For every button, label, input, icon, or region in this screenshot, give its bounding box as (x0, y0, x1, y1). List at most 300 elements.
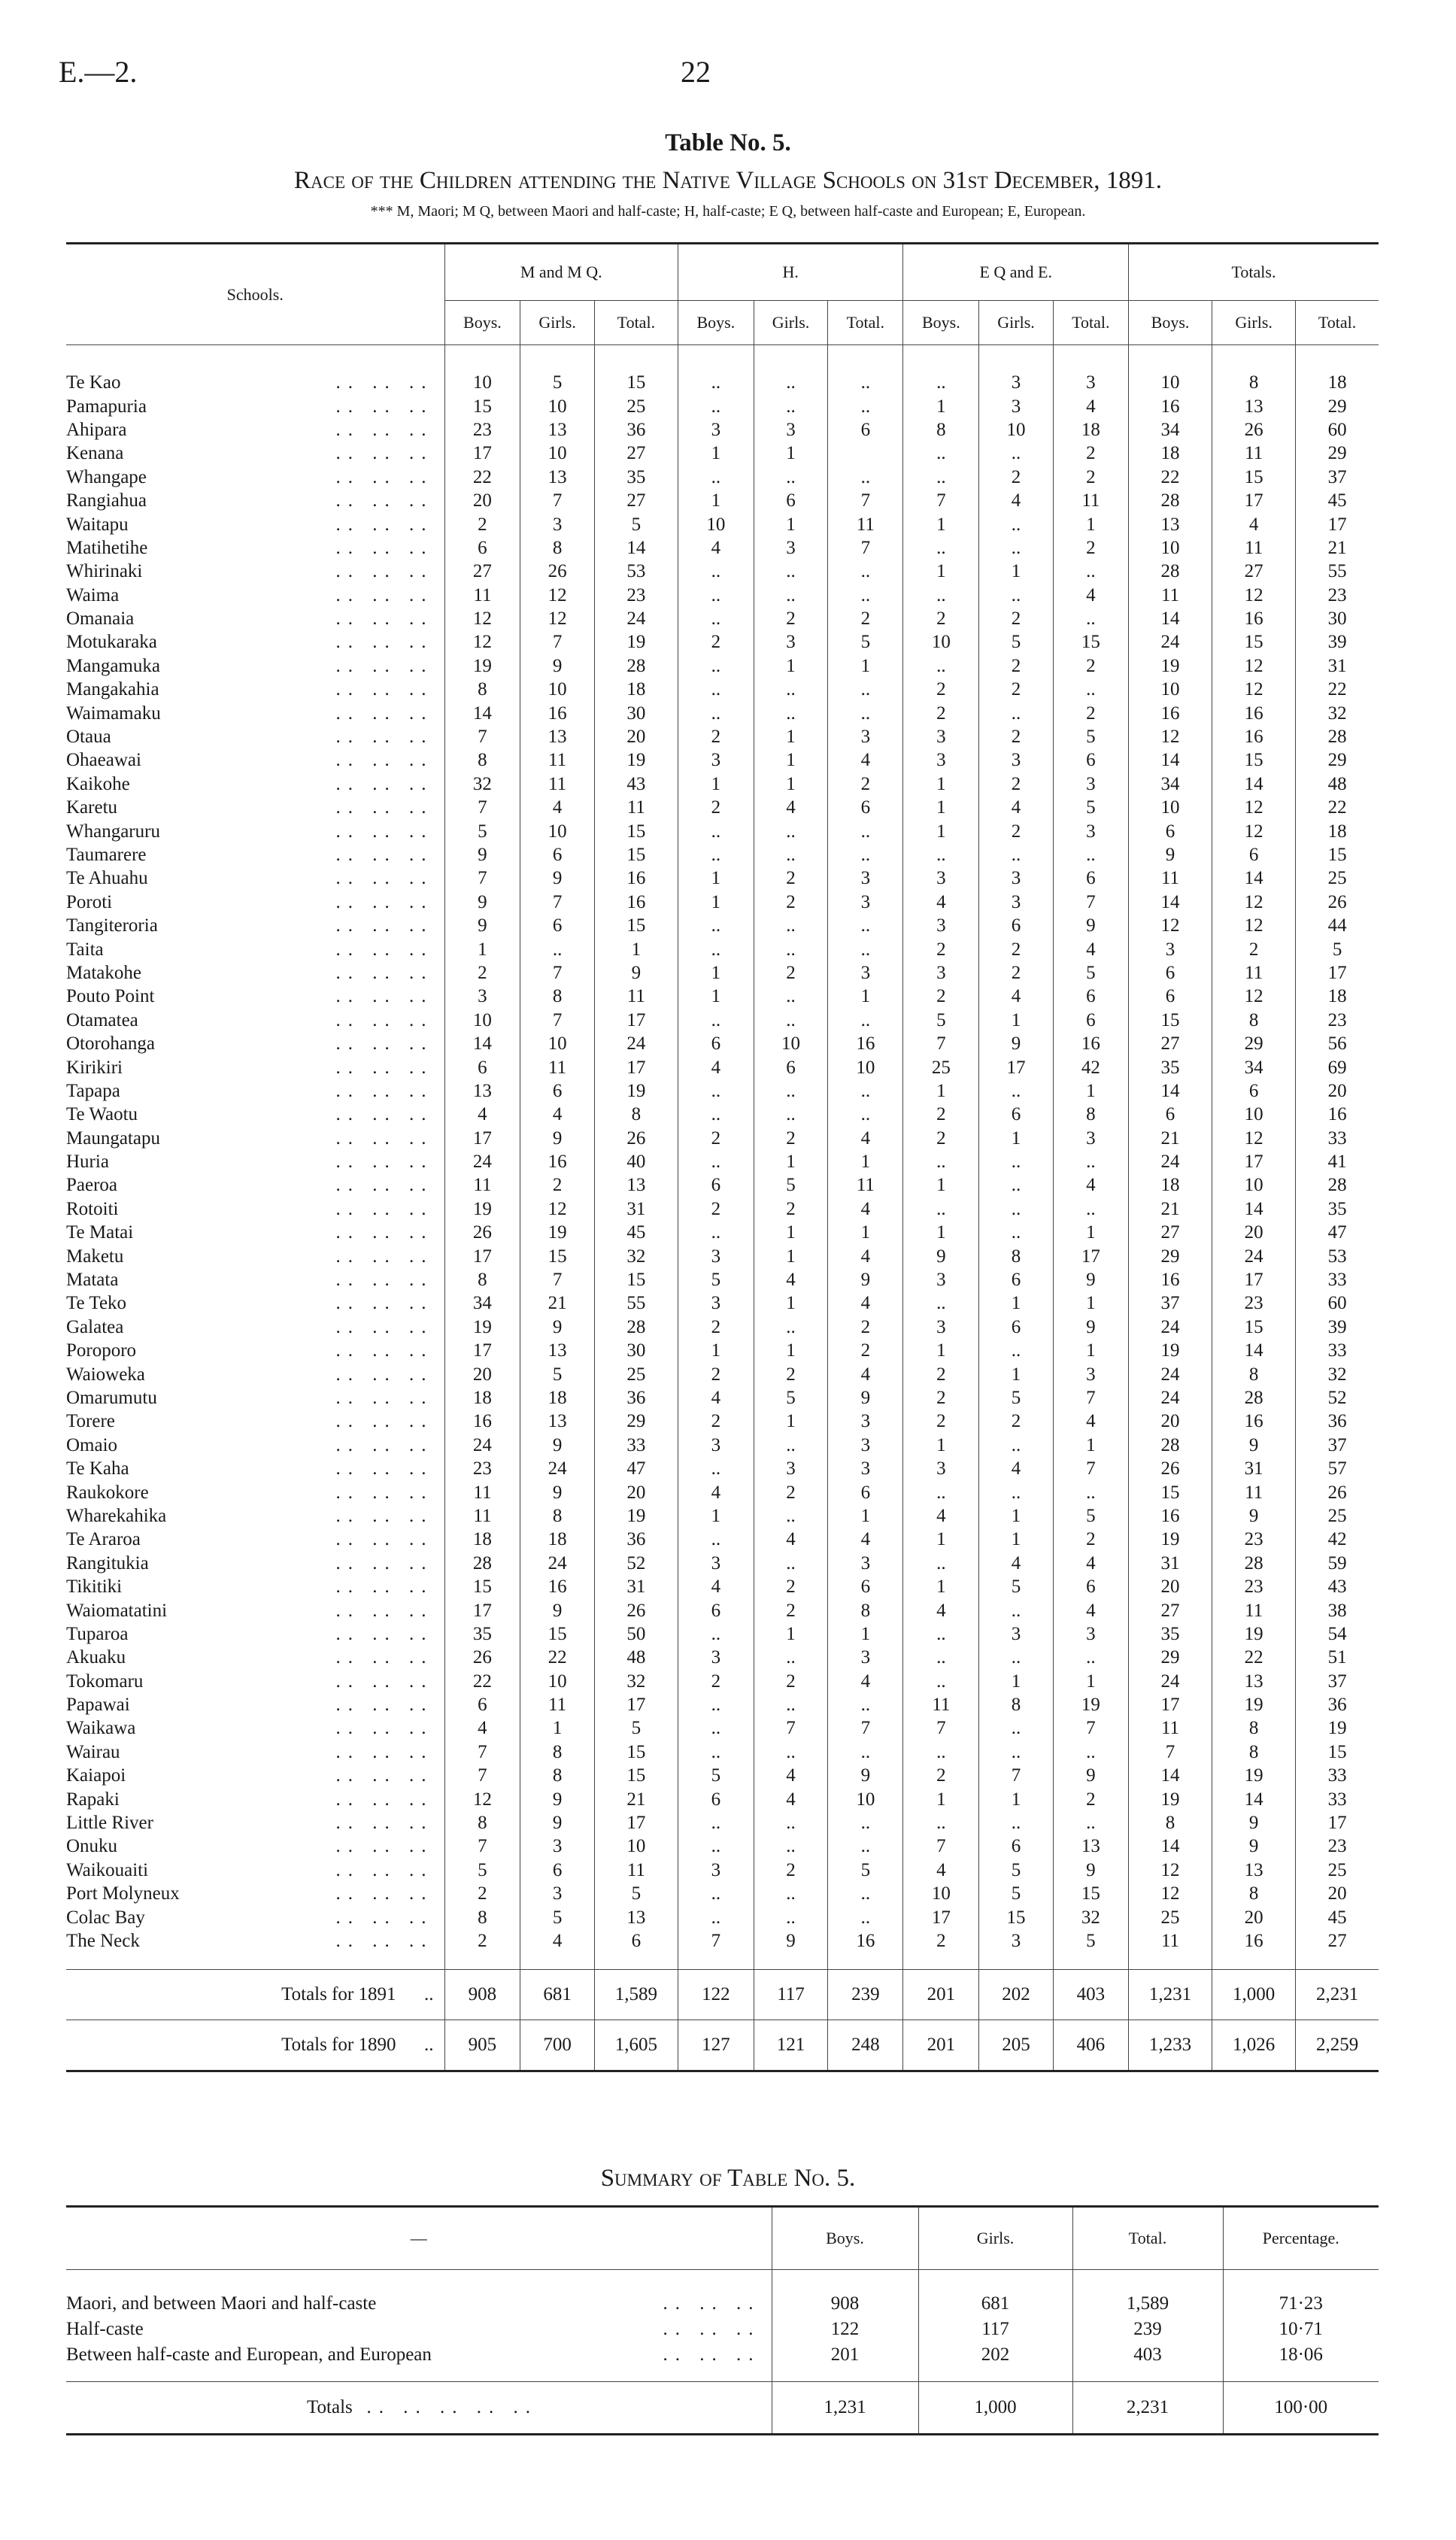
school-name: .. .. .. Pamapuria (66, 396, 434, 417)
table-cell: 43 (594, 772, 678, 796)
totals-cell: 1,605 (594, 2020, 678, 2071)
table-cell: .. (754, 560, 827, 583)
school-name: .. .. .. Rotoiti (66, 1198, 434, 1219)
table-cell: 13 (520, 1339, 594, 1362)
table-row (66, 843, 1379, 866)
table-cell: 28 (594, 654, 678, 678)
table-cell: .. (678, 1905, 754, 1929)
table-cell: .. (754, 701, 827, 724)
table-cell: 5 (1053, 1929, 1128, 1970)
table-cell: 2 (754, 1669, 827, 1692)
table-cell: 14 (594, 536, 678, 560)
table-cell: .. (979, 1197, 1053, 1221)
table-cell: 37 (1128, 1291, 1212, 1315)
table-cell: 4 (520, 796, 594, 819)
table-cell: 9 (1212, 1504, 1296, 1528)
table-cell: 2 (678, 1410, 754, 1433)
table-cell: 3 (828, 866, 903, 890)
table-cell: 3 (1053, 1362, 1128, 1385)
table-cell: 7 (444, 1764, 520, 1787)
table-cell: 20 (1212, 1221, 1296, 1244)
table-cell: 8 (1212, 1362, 1296, 1385)
table-cell: 19 (1128, 1528, 1212, 1551)
table-cell: 2 (828, 1339, 903, 1362)
table-cell: 1 (678, 489, 754, 512)
table-cell: 7 (1053, 1457, 1128, 1480)
table-cell: 3 (754, 536, 827, 560)
table-cell: 11 (594, 796, 678, 819)
table-cell: 2 (1053, 442, 1128, 465)
table-cell: .. (754, 1552, 827, 1575)
table-cell: 1 (678, 961, 754, 985)
table-cell: 29 (1296, 748, 1379, 772)
table-row (66, 1339, 1379, 1362)
table-cell: 5 (828, 1859, 903, 1882)
table-cell: .. (1053, 1150, 1128, 1173)
table-cell: 10 (1212, 1103, 1296, 1126)
table-cell: 21 (594, 1787, 678, 1810)
table-cell: 9 (520, 1811, 594, 1834)
table-cell: 1 (1053, 512, 1128, 536)
table-cell: 33 (1296, 1268, 1379, 1291)
table-cell: 24 (444, 1150, 520, 1173)
table-row (66, 1552, 1379, 1575)
table-cell: 1 (903, 1339, 979, 1362)
table-cell: 4 (828, 1291, 903, 1315)
table-cell: 28 (444, 1552, 520, 1575)
summary-totals-girls: 1,000 (918, 2382, 1072, 2435)
table-cell: 24 (594, 607, 678, 630)
table-cell: 3 (979, 748, 1053, 772)
table-cell: 8 (594, 1103, 678, 1126)
table-row (66, 678, 1379, 701)
table-cell: 41 (1296, 1150, 1379, 1173)
table-cell: 30 (1296, 607, 1379, 630)
table-cell: 52 (594, 1552, 678, 1575)
table-cell: 3 (979, 345, 1053, 395)
table-cell: 9 (520, 1598, 594, 1622)
table-cell: 4 (903, 1859, 979, 1882)
table-row (66, 442, 1379, 465)
school-name: .. .. .. Te Teko (66, 1293, 434, 1314)
totals-cell: 1,589 (594, 1970, 678, 2020)
school-name: .. .. .. Omaio (66, 1434, 434, 1455)
table-cell: 11 (903, 1693, 979, 1716)
table-cell: 45 (1296, 1905, 1379, 1929)
table-cell: .. (979, 1150, 1053, 1173)
table-cell: 14 (1212, 1339, 1296, 1362)
table-cell: 11 (520, 772, 594, 796)
table-cell: 2 (979, 937, 1053, 960)
table-row (66, 536, 1379, 560)
table-cell: .. (979, 1740, 1053, 1764)
table-cell: .. (828, 1834, 903, 1858)
legend-note: *** M, Maori; M Q, between Maori and half-caste; H, half-caste; E Q, between half-caste and European; E, European. (370, 203, 1086, 220)
table-row (66, 1528, 1379, 1551)
table-cell: 14 (1212, 772, 1296, 796)
table-cell: .. (678, 345, 754, 395)
table-cell: 10 (594, 1834, 678, 1858)
school-name: .. .. .. Little River (66, 1813, 434, 1834)
table-cell: 5 (1296, 937, 1379, 960)
table-cell: 2 (979, 961, 1053, 985)
table-cell: 1 (754, 1410, 827, 1433)
table-cell: 3 (828, 961, 903, 985)
table-cell: 4 (444, 1716, 520, 1740)
table-cell: 11 (1128, 1716, 1212, 1740)
table-cell: 19 (1212, 1622, 1296, 1646)
table-cell: 9 (1053, 1764, 1128, 1787)
subheader-totals-boys: Boys. (1128, 301, 1212, 345)
table-cell: 1 (754, 772, 827, 796)
table-cell: 6 (979, 1268, 1053, 1291)
table-cell: 3 (828, 1410, 903, 1433)
table-cell: 1 (903, 1528, 979, 1551)
totals-cell: 908 (444, 1970, 520, 2020)
table-cell: 2 (754, 866, 827, 890)
table-cell: 20 (1128, 1410, 1212, 1433)
table-cell: 19 (444, 654, 520, 678)
table-cell: 2 (444, 1929, 520, 1970)
table-cell: 2 (1212, 937, 1296, 960)
table-cell: 6 (1053, 1575, 1128, 1598)
school-name: .. .. .. Kaiapoi (66, 1765, 434, 1786)
table-cell: 9 (520, 866, 594, 890)
table-cell: 51 (1296, 1646, 1379, 1669)
table-cell: 2 (903, 607, 979, 630)
table-cell: 9 (520, 1787, 594, 1810)
table-cell: 8 (1212, 345, 1296, 395)
table-row (66, 701, 1379, 724)
table-cell: 10 (520, 394, 594, 417)
table-cell: 37 (1296, 1669, 1379, 1692)
table-cell: .. (828, 1811, 903, 1834)
table-subtitle: Race of the Children attending the Native Village Schools on 31st December, 1891. (294, 167, 1162, 194)
table-cell: 36 (594, 418, 678, 442)
summary-cell: 239 (1072, 2317, 1223, 2342)
table-cell: 6 (828, 796, 903, 819)
table-cell: 3 (520, 1834, 594, 1858)
table-cell: .. (828, 394, 903, 417)
table-cell: .. (828, 1079, 903, 1103)
table-cell: 19 (1212, 1693, 1296, 1716)
table-cell: 8 (979, 1693, 1053, 1716)
table-cell: 27 (594, 489, 678, 512)
school-name: .. .. .. Te Araroa (66, 1529, 434, 1550)
table-row (66, 985, 1379, 1008)
table-row (66, 654, 1379, 678)
table-cell: 48 (594, 1646, 678, 1669)
totals-row (66, 2020, 1379, 2071)
table-cell: 3 (678, 418, 754, 442)
table-cell: 7 (444, 866, 520, 890)
table-cell: 3 (979, 1622, 1053, 1646)
table-cell: .. (979, 442, 1053, 465)
table-cell: 25 (594, 394, 678, 417)
table-cell: 16 (1128, 1504, 1212, 1528)
table-cell: 1 (903, 1575, 979, 1598)
table-cell: .. (828, 1103, 903, 1126)
table-cell: .. (828, 466, 903, 489)
table-row (66, 1410, 1379, 1433)
table-cell: .. (1053, 843, 1128, 866)
table-cell: 3 (1053, 1127, 1128, 1150)
table-cell: 23 (1212, 1528, 1296, 1551)
table-cell: 1 (903, 796, 979, 819)
totals-cell: 905 (444, 2020, 520, 2071)
table-cell: 4 (828, 1244, 903, 1267)
table-cell: 1 (754, 1221, 827, 1244)
table-cell: 9 (520, 1480, 594, 1504)
table-cell: 7 (903, 1834, 979, 1858)
table-cell: 1 (754, 1244, 827, 1267)
school-name: .. .. .. Tapapa (66, 1080, 434, 1101)
table-cell: 1 (754, 654, 827, 678)
summary-cell: 202 (918, 2342, 1072, 2382)
table-cell: 2 (678, 630, 754, 654)
table-cell: 34 (1128, 772, 1212, 796)
table-cell: 52 (1296, 1386, 1379, 1410)
table-cell: .. (979, 1480, 1053, 1504)
table-cell: 3 (678, 1434, 754, 1457)
table-cell: 1 (678, 866, 754, 890)
table-cell: 26 (1212, 418, 1296, 442)
table-cell: 11 (828, 1173, 903, 1197)
school-name: .. .. .. Waimamaku (66, 703, 434, 724)
table-cell: 7 (520, 630, 594, 654)
table-cell: .. (979, 584, 1053, 607)
table-cell: 1 (903, 1173, 979, 1197)
table-cell: .. (903, 1480, 979, 1504)
table-cell: 2 (678, 1669, 754, 1692)
table-cell: 1 (754, 1622, 827, 1646)
table-cell: 5 (979, 1575, 1053, 1598)
school-name: .. .. .. Tokomaru (66, 1671, 434, 1692)
table-cell: .. (903, 1197, 979, 1221)
table-cell: 1 (828, 1221, 903, 1244)
table-cell: 2 (444, 1882, 520, 1905)
school-name: .. .. .. Waima (66, 584, 434, 605)
table-cell: 9 (1212, 1811, 1296, 1834)
table-cell: 16 (1212, 1929, 1296, 1970)
table-cell: 21 (1128, 1197, 1212, 1221)
table-cell: 4 (754, 1528, 827, 1551)
summary-totals-percentage: 100·00 (1223, 2382, 1379, 2435)
table-row (66, 1622, 1379, 1646)
table-cell: 5 (444, 1859, 520, 1882)
table-cell: 3 (979, 891, 1053, 914)
table-cell: 11 (1053, 489, 1128, 512)
table-cell: 2 (444, 512, 520, 536)
table-row (66, 1716, 1379, 1740)
table-cell: .. (754, 1316, 827, 1339)
table-cell: 2 (979, 607, 1053, 630)
summary-totals-total: 2,231 (1072, 2382, 1223, 2435)
table-cell: 1 (979, 1504, 1053, 1528)
table-cell: 35 (1296, 1197, 1379, 1221)
table-cell: 2 (444, 961, 520, 985)
table-cell: 19 (1128, 654, 1212, 678)
table-cell: .. (678, 1882, 754, 1905)
table-cell: 16 (520, 1150, 594, 1173)
table-cell: 30 (594, 1339, 678, 1362)
table-cell: 32 (444, 772, 520, 796)
school-name: .. .. .. Matihetihe (66, 537, 434, 558)
table-cell: 15 (979, 1905, 1053, 1929)
table-cell: .. (678, 843, 754, 866)
table-cell: 22 (444, 1669, 520, 1692)
table-row (66, 1504, 1379, 1528)
table-cell: 6 (520, 1079, 594, 1103)
table-cell: 13 (520, 466, 594, 489)
table-cell: 7 (1053, 1716, 1128, 1740)
table-cell: .. (678, 1457, 754, 1480)
table-row (66, 1197, 1379, 1221)
table-cell: 6 (754, 1055, 827, 1079)
table-totals (66, 1970, 1379, 2071)
table-cell: 17 (1296, 1811, 1379, 1834)
subheader-h-boys: Boys. (678, 301, 754, 345)
table-cell: 14 (1128, 891, 1212, 914)
table-row (66, 1646, 1379, 1669)
table-cell: 3 (1053, 819, 1128, 842)
table-cell: 3 (979, 1929, 1053, 1970)
table-cell: 8 (520, 1740, 594, 1764)
table-cell: 20 (594, 1480, 678, 1504)
table-cell: 2 (678, 725, 754, 748)
table-cell: 8 (1212, 1009, 1296, 1032)
table-cell: .. (678, 1716, 754, 1740)
table-cell: 8 (444, 678, 520, 701)
table-cell: 48 (1296, 772, 1379, 796)
table-row (66, 1575, 1379, 1598)
table-cell: 6 (444, 1055, 520, 1079)
table-cell: 22 (1296, 796, 1379, 819)
table-cell: .. (678, 1221, 754, 1244)
table-cell: 6 (520, 843, 594, 866)
table-cell: .. (1053, 1197, 1128, 1221)
table-cell: 24 (1128, 1316, 1212, 1339)
table-cell: .. (979, 1811, 1053, 1834)
table-cell: 5 (828, 630, 903, 654)
table-cell: 11 (1212, 536, 1296, 560)
table-cell: 3 (520, 1882, 594, 1905)
school-name: .. .. .. Omarumutu (66, 1387, 434, 1408)
table-cell: .. (828, 937, 903, 960)
totals-label: Totals for 1891 .. (66, 1970, 444, 2020)
summary-row (66, 2270, 1379, 2317)
table-cell: 7 (828, 1716, 903, 1740)
table-cell: 11 (520, 748, 594, 772)
table-cell: 2 (979, 1410, 1053, 1433)
table-cell: 1 (979, 1787, 1053, 1810)
table-cell: .. (678, 1528, 754, 1551)
table-cell: 23 (1212, 1575, 1296, 1598)
table-cell: 17 (1212, 1268, 1296, 1291)
table-cell: 3 (678, 1291, 754, 1315)
table-cell: .. (754, 985, 827, 1008)
table-cell: 7 (444, 1834, 520, 1858)
school-name: .. .. .. Onuku (66, 1836, 434, 1857)
summary-totals-row (66, 2382, 1379, 2435)
table-cell: 40 (594, 1150, 678, 1173)
table-cell: 7 (903, 1716, 979, 1740)
table-cell: 15 (444, 1575, 520, 1598)
table-cell: 12 (1212, 584, 1296, 607)
group-header-totals: Totals. (1128, 244, 1379, 301)
summary-row (66, 2317, 1379, 2342)
table-cell: 28 (1212, 1386, 1296, 1410)
table-cell: 33 (1296, 1127, 1379, 1150)
table-cell: 32 (594, 1244, 678, 1267)
table-cell: 59 (1296, 1552, 1379, 1575)
table-cell: 6 (979, 914, 1053, 937)
table-cell: 1 (979, 1127, 1053, 1150)
table-cell: 37 (1296, 466, 1379, 489)
totals-label: Totals for 1890 .. (66, 2020, 444, 2071)
table-cell: 9 (520, 654, 594, 678)
table-row (66, 1221, 1379, 1244)
school-name: .. .. .. Waiomatatini (66, 1600, 434, 1621)
table-cell: .. (1053, 1480, 1128, 1504)
table-cell: 27 (1212, 560, 1296, 583)
table-cell: 6 (1212, 1079, 1296, 1103)
table-cell: .. (903, 536, 979, 560)
table-cell: .. (754, 1693, 827, 1716)
race-table (66, 242, 1379, 2072)
school-name: .. .. .. Pouto Point (66, 986, 434, 1007)
table-cell: .. (903, 1740, 979, 1764)
table-cell: 35 (594, 466, 678, 489)
table-cell: 13 (1128, 512, 1212, 536)
table-cell: 1 (903, 1434, 979, 1457)
table-cell: 25 (903, 1055, 979, 1079)
table-cell: 24 (1128, 1362, 1212, 1385)
table-cell: 19 (520, 1221, 594, 1244)
school-name: .. .. .. Te Ahuahu (66, 868, 434, 889)
table-cell: 3 (678, 1859, 754, 1882)
table-cell: 18 (520, 1528, 594, 1551)
table-cell: .. (754, 466, 827, 489)
totals-cell: 1,026 (1212, 2020, 1296, 2071)
table-cell: 4 (979, 489, 1053, 512)
table-row (66, 1009, 1379, 1032)
table-cell: 24 (520, 1457, 594, 1480)
schools-header: Schools. (66, 244, 444, 345)
table-cell: 24 (1128, 630, 1212, 654)
table-cell: 9 (754, 1929, 827, 1970)
table-cell: .. (828, 584, 903, 607)
table-cell: 2 (754, 607, 827, 630)
table-title: Table No. 5. (665, 129, 791, 156)
summary-percentage-header: Percentage. (1223, 2207, 1379, 2270)
table-cell: 1 (1053, 1434, 1128, 1457)
table-cell: 2 (979, 466, 1053, 489)
table-cell: 6 (979, 1103, 1053, 1126)
table-cell: .. (678, 1103, 754, 1126)
table-cell: 15 (594, 843, 678, 866)
table-cell: 4 (1053, 394, 1128, 417)
table-cell: 15 (594, 914, 678, 937)
table-cell: 1 (828, 654, 903, 678)
table-cell: 8 (444, 1811, 520, 1834)
subheader-eq-e-boys: Boys. (903, 301, 979, 345)
table-cell: 14 (444, 701, 520, 724)
table-cell: 2 (678, 1197, 754, 1221)
table-cell: 9 (828, 1268, 903, 1291)
table-cell: 5 (754, 1173, 827, 1197)
table-cell: 15 (594, 1740, 678, 1764)
